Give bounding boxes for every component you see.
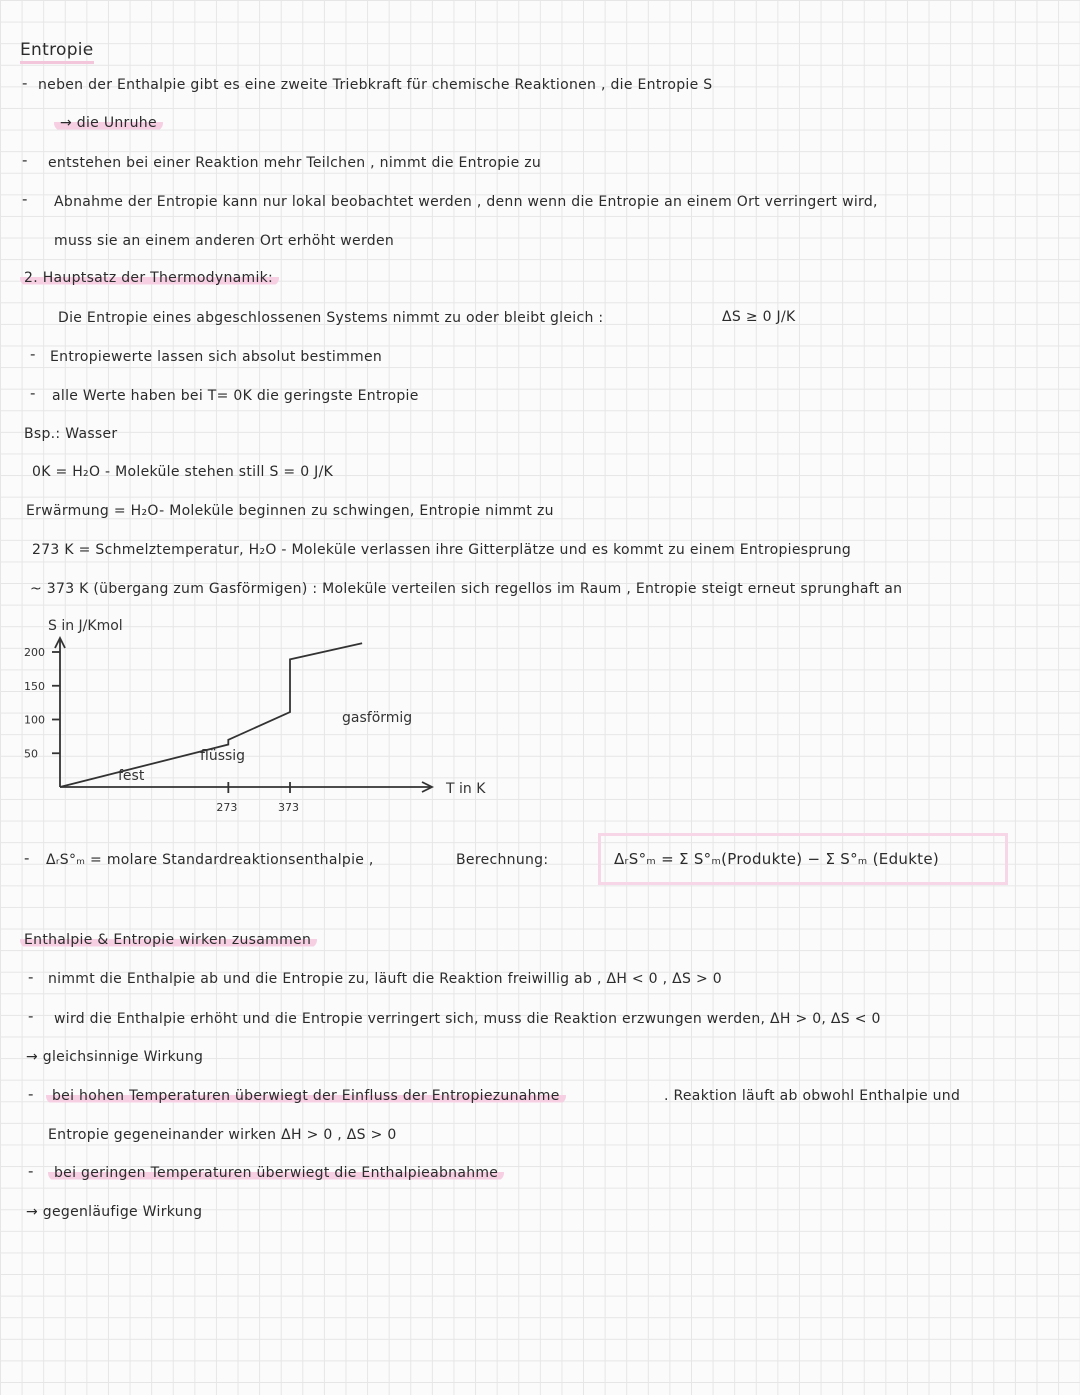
bullet-dash: - bbox=[30, 345, 36, 363]
x-tick-label: 273 bbox=[216, 801, 238, 814]
formula-inline: ΔS ≥ 0 J/K bbox=[722, 309, 796, 325]
bullet-dash: - bbox=[28, 1085, 34, 1103]
bullet-dash: - bbox=[22, 74, 28, 92]
note-line: Die Entropie eines abgeschlossenen Systems nimmt zu oder bleibt gleich : bbox=[58, 310, 604, 326]
note-line: neben der Enthalpie gibt es eine zweite Triebkraft für chemische Reaktionen , die Entropie S bbox=[38, 77, 713, 93]
note-line: → die Unruhe bbox=[54, 115, 163, 131]
note-line: muss sie an einem anderen Ort erhöht werden bbox=[54, 233, 395, 249]
note-line: Abnahme der Entropie kann nur lokal beobachtet werden , denn wenn die Entropie an einem Ort verringert wird, bbox=[54, 194, 878, 210]
note-line: 0K = H₂O - Moleküle stehen still S = 0 J/K bbox=[32, 464, 334, 480]
note-line: Berechnung: bbox=[456, 852, 549, 868]
note-line: ~ 373 K (übergang zum Gasförmigen) : Moleküle verteilen sich regellos im Raum , Entropie steigt erneut sprunghaft an bbox=[30, 581, 903, 597]
y-tick-label: 200 bbox=[24, 646, 45, 659]
formula: ΔᵣS°ₘ = Σ S°ₘ(Produkte) − Σ S°ₘ (Edukte) bbox=[614, 850, 940, 868]
entropy-curve bbox=[60, 643, 362, 787]
region-label: flüssig bbox=[200, 748, 246, 764]
region-label: gasförmig bbox=[342, 710, 413, 726]
note-line: Erwärmung = H₂O- Moleküle beginnen zu schwingen, Entropie nimmt zu bbox=[26, 503, 554, 519]
y-tick-label: 50 bbox=[24, 747, 38, 761]
y-tick-label: 150 bbox=[24, 679, 45, 693]
section-heading: Enthalpie & Entropie wirken zusammen bbox=[20, 932, 317, 948]
y-tick-label: 100 bbox=[24, 713, 45, 727]
bullet-dash: - bbox=[30, 384, 36, 402]
bullet-dash: - bbox=[24, 849, 30, 867]
note-line: ΔᵣS°ₘ = molare Standardreaktionsenthalpie , bbox=[46, 852, 374, 868]
note-line: wird die Enthalpie erhöht und die Entropie verringert sich, muss die Reaktion erzwungen werden, ΔH > 0, ΔS < 0 bbox=[54, 1011, 881, 1027]
note-line: → gleichsinnige Wirkung bbox=[26, 1049, 204, 1065]
y-axis-label: S in J/Kmol bbox=[48, 618, 123, 634]
x-tick-label: 373 bbox=[278, 801, 299, 814]
bullet-dash: - bbox=[28, 968, 34, 986]
x-axis-label: T in K bbox=[446, 781, 486, 797]
note-line: . Reaktion läuft ab obwohl Enthalpie und bbox=[664, 1088, 961, 1104]
note-line: entstehen bei einer Reaktion mehr Teilchen , nimmt die Entropie zu bbox=[48, 155, 542, 171]
region-label: fest bbox=[118, 768, 145, 784]
bullet-dash: - bbox=[22, 151, 28, 169]
note-line: Entropie gegeneinander wirken ΔH > 0 , ΔS > 0 bbox=[48, 1127, 397, 1143]
note-line: Entropiewerte lassen sich absolut bestimmen bbox=[50, 349, 383, 365]
note-line: alle Werte haben bei T= 0K die geringste Entropie bbox=[52, 388, 419, 404]
bullet-dash: - bbox=[28, 1162, 34, 1180]
note-line-highlight: bei geringen Temperaturen überwiegt die Enthalpieabnahme bbox=[48, 1165, 504, 1181]
note-line-highlight: bei hohen Temperaturen überwiegt der Einfluss der Entropiezunahme bbox=[46, 1088, 566, 1104]
bullet-dash: - bbox=[28, 1007, 34, 1025]
page-title: Entropie bbox=[20, 40, 94, 64]
note-line: Bsp.: Wasser bbox=[24, 426, 118, 442]
bullet-dash: - bbox=[22, 190, 28, 208]
note-line: → gegenläufige Wirkung bbox=[26, 1204, 203, 1220]
note-line: nimmt die Enthalpie ab und die Entropie zu, läuft die Reaktion freiwillig ab , ΔH < 0 , ΔS > 0 bbox=[48, 971, 722, 987]
section-heading: 2. Hauptsatz der Thermodynamik: bbox=[20, 270, 279, 286]
note-line: 273 K = Schmelztemperatur, H₂O - Moleküle verlassen ihre Gitterplätze und es kommt zu einem Entropiesprung bbox=[32, 542, 852, 558]
